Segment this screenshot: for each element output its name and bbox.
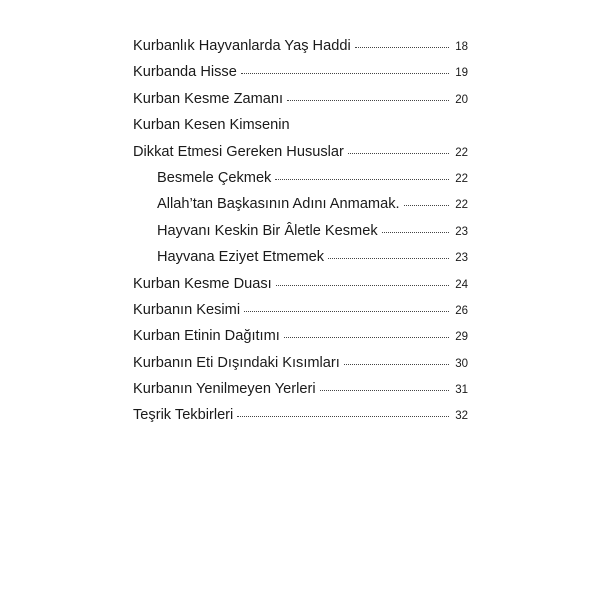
toc-entry-title: Kurbanlık Hayvanlarda Yaş Haddi	[133, 38, 351, 54]
toc-entry	[133, 355, 468, 381]
toc-entry-page: 22	[455, 146, 468, 159]
dot-leader	[344, 364, 449, 365]
dot-leader	[355, 47, 449, 48]
toc-entry	[133, 38, 468, 64]
toc-entry-page: 22	[455, 199, 468, 212]
dot-leader	[276, 285, 449, 286]
toc-entry-title: Kurbanın Yenilmeyen Yerleri	[133, 381, 316, 398]
dot-leader	[244, 311, 449, 312]
toc-entry-title: Kurban Kesen Kimsenin	[133, 117, 290, 134]
toc-entry-page: 22	[455, 172, 468, 185]
toc-entry-title: Teşrik Tekbirleri	[133, 407, 234, 424]
dot-leader	[237, 416, 449, 417]
toc-entry-title: Kurbanın Kesimi	[133, 301, 241, 318]
toc-entry-page: 19	[455, 67, 468, 80]
toc-entry	[133, 407, 468, 433]
toc-entry-title: Kurban Kesme Duası	[133, 275, 272, 292]
toc-entry-title: Hayvana Eziyet Etmemek	[157, 249, 325, 266]
dot-leader	[328, 258, 449, 259]
toc-entry-title: Dikkat Etmesi Gereken Hususlar	[133, 143, 344, 160]
toc-entry-page: 18	[455, 41, 468, 53]
dot-leader	[275, 179, 449, 180]
toc-entry-page: 23	[455, 225, 468, 238]
toc-entry	[133, 276, 468, 302]
table-of-contents	[133, 38, 468, 434]
toc-subentry	[133, 196, 468, 222]
toc-entry	[133, 64, 468, 90]
toc-entry	[133, 144, 468, 170]
toc-entry-title: Hayvanı Keskin Bir Âletle Kesmek	[157, 222, 378, 239]
dot-leader	[284, 337, 449, 338]
toc-entry	[133, 302, 468, 328]
toc-entry-title: Kurban Kesme Zamanı	[133, 90, 284, 107]
toc-subentry	[133, 223, 468, 249]
dot-leader	[320, 390, 449, 391]
toc-entry-page: 32	[455, 410, 468, 423]
toc-entry	[133, 328, 468, 354]
dot-leader	[241, 73, 449, 74]
toc-entry	[133, 117, 468, 143]
dot-leader	[404, 205, 449, 206]
toc-entry-title: Allah’tan Başkasının Adını Anmamak.	[157, 196, 400, 213]
dot-leader	[348, 153, 449, 154]
toc-entry	[133, 91, 468, 117]
toc-subentry	[133, 170, 468, 196]
toc-entry-page: 20	[455, 93, 468, 106]
toc-entry-page: 23	[455, 252, 468, 265]
toc-entry-title: Besmele Çekmek	[157, 169, 272, 186]
toc-entry-page: 29	[455, 331, 468, 344]
toc-entry-page: 30	[455, 357, 468, 370]
toc-entry-page: 31	[455, 384, 468, 397]
toc-entry-page: 26	[455, 304, 468, 317]
toc-subentry	[133, 249, 468, 275]
toc-entry-title: Kurbanda Hisse	[133, 64, 237, 81]
toc-entry	[133, 381, 468, 407]
toc-entry-title: Kurbanın Eti Dışındaki Kısımları	[133, 354, 340, 371]
dot-leader	[382, 232, 449, 233]
toc-entry-title: Kurban Etinin Dağıtımı	[133, 328, 280, 345]
dot-leader	[287, 100, 449, 101]
toc-entry-page: 24	[455, 278, 468, 291]
